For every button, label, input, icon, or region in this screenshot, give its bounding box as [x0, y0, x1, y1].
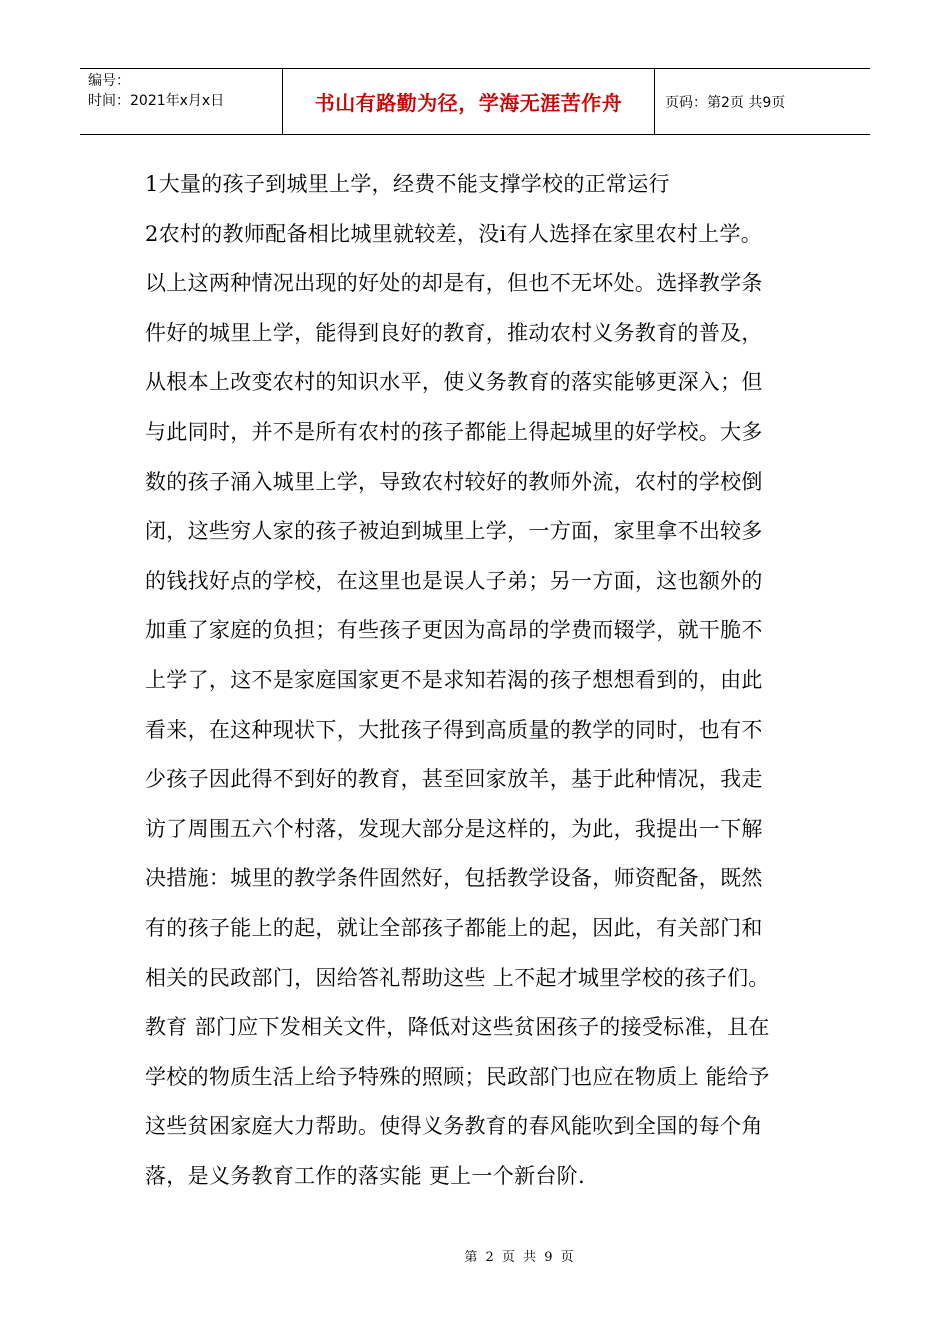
page-footer: 第 2 页 共 9 页 [464, 1250, 576, 1265]
body-line: 加重了家庭的负担；有些孩子更因为高昂的学费而辍学，就干脆不 [145, 618, 763, 643]
body-line: 与此同时，并不是所有农村的孩子都能上得起城里的好学校。大多 [145, 419, 763, 444]
document-body [145, 160, 813, 1201]
body-line: 教育 部门应下发相关文件，降低对这些贫困孩子的接受标准，且在 [145, 1015, 770, 1040]
body-line: 少孩子因此得不到好的教育，甚至回家放羊，基于此种情况，我走 [145, 767, 763, 792]
body-line: 1大量的孩子到城里上学，经费不能支撑学校的正常运行 [145, 172, 670, 196]
header-meta [80, 69, 283, 134]
body-line: 落，是义务教育工作的落实能 更上一个新台阶. [145, 1163, 585, 1188]
body-line: 这些贫困家庭大力帮助。使得义务教育的春风能吹到全国的每个角 [145, 1114, 763, 1139]
body-line: 访了周围五六个村落，发现大部分是这样的，为此，我提出一下解 [145, 816, 763, 841]
body-line: 决措施：城里的教学条件固然好，包括教学设备，师资配备，既然 [145, 866, 763, 891]
document-time-label: 时间：2021年x月x日 [88, 93, 225, 109]
body-line: 从根本上改变农村的知识水平，使义务教育的落实能够更深入；但 [145, 370, 763, 395]
header-motto: 书山有路勤为径，学海无涯苦作舟 [283, 69, 655, 134]
body-line: 闭，这些穷人家的孩子被迫到城里上学，一方面，家里拿不出较多 [145, 519, 763, 544]
document-number-label: 编号： [88, 73, 130, 89]
body-line: 的钱找好点的学校，在这里也是误人子弟；另一方面，这也额外的 [145, 568, 763, 593]
body-line: 以上这两种情况出现的好处的却是有，但也不无坏处。选择教学条 [145, 271, 763, 296]
header-page-info: 页码：第2页 共9页 [665, 94, 786, 111]
body-line: 数的孩子涌入城里上学，导致农村较好的教师外流，农村的学校倒 [145, 469, 763, 494]
page-header [80, 68, 870, 135]
body-line: 相关的民政部门，因给答礼帮助这些 上不起才城里学校的孩子们。 [145, 965, 770, 990]
body-line: 2农村的教师配备相比城里就较差，没i有人选择在家里农村上学。 [145, 221, 763, 246]
body-line: 看来，在这种现状下，大批孩子得到高质量的教学的同时，也有不 [145, 717, 763, 742]
body-line: 件好的城里上学，能得到良好的教育，推动农村义务教育的普及， [145, 320, 763, 345]
body-line: 有的孩子能上的起，就让全部孩子都能上的起，因此，有关部门和 [145, 915, 763, 940]
body-line: 学校的物质生活上给予特殊的照顾；民政部门也应在物质上 能给予 [145, 1064, 770, 1089]
body-line: 上学了，这不是家庭国家更不是求知若渴的孩子想想看到的，由此 [145, 667, 763, 692]
